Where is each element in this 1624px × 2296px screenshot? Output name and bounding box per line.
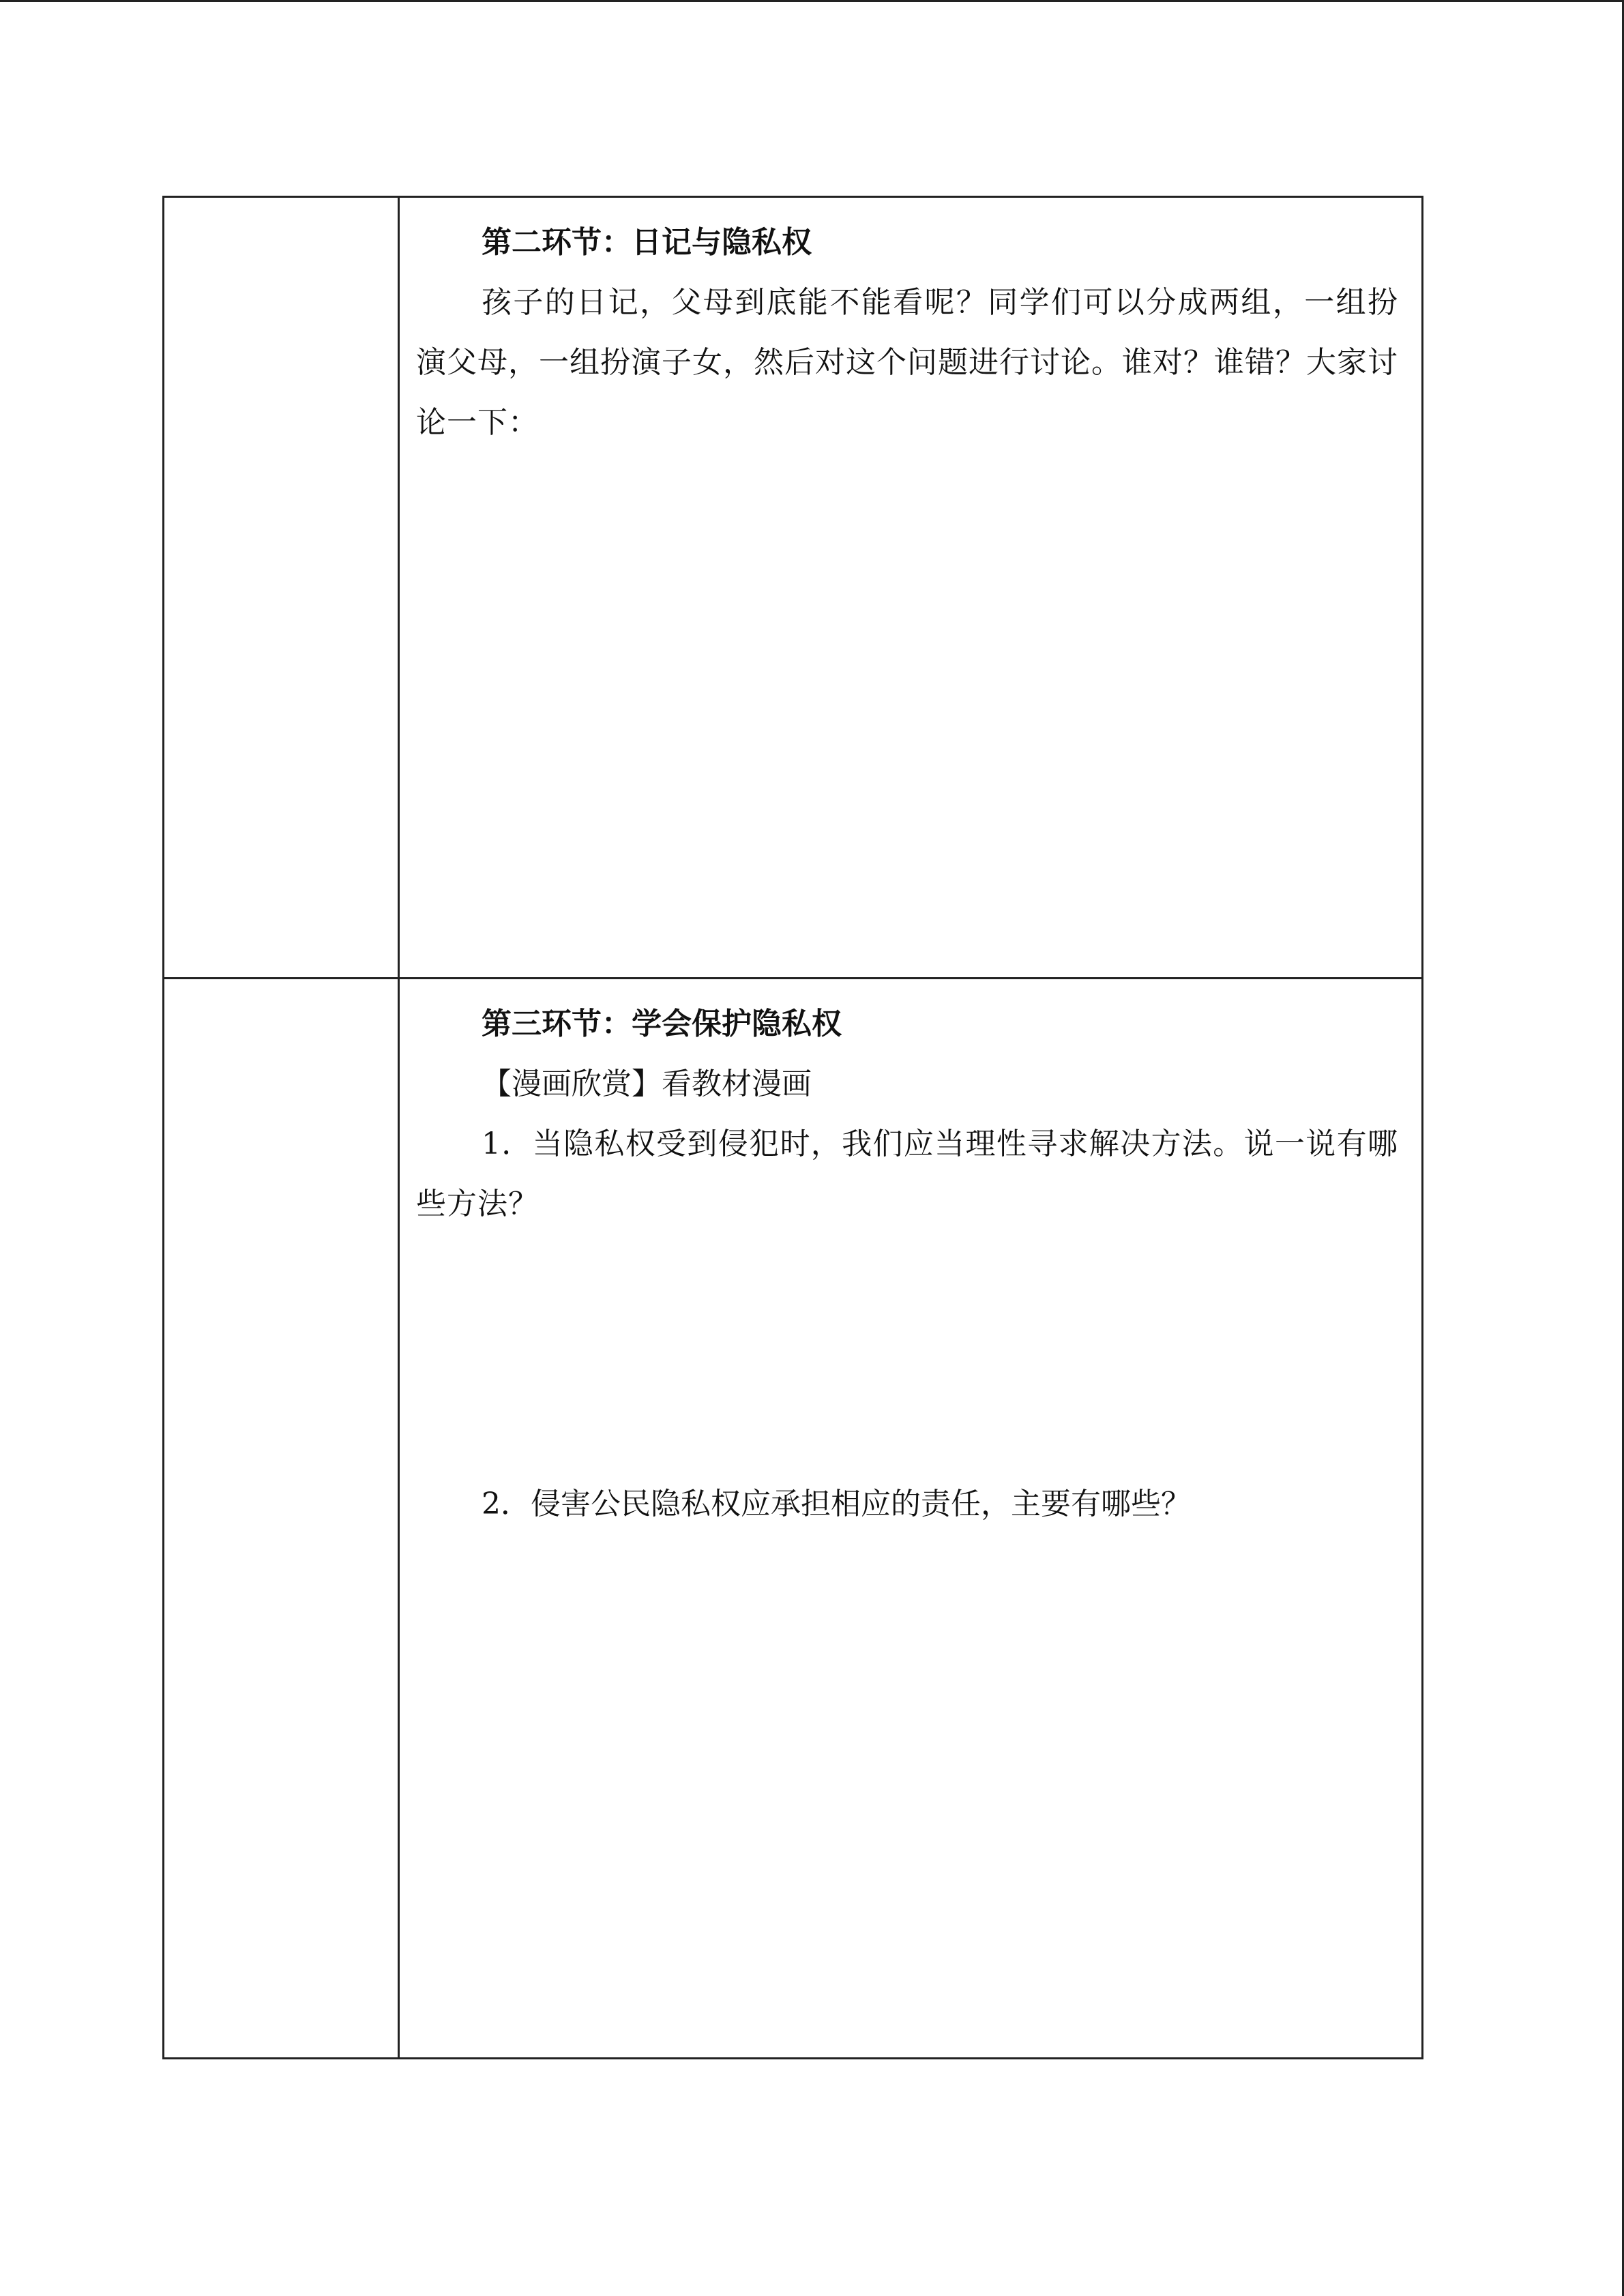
left-empty-cell [164, 198, 400, 977]
lesson-plan-table [162, 196, 1423, 2059]
section-3-content-cell [400, 979, 1421, 2057]
answer-space-1 [416, 1234, 1398, 1474]
question-1: 1．当隐私权受到侵犯时，我们应当理性寻求解决方法。说一说有哪些方法？ [416, 1127, 1398, 1221]
section-2-paragraph: 孩子的日记，父母到底能不能看呢？同学们可以分成两组，一组扮演父母，一组扮演子女，然后对这个问题进行讨论。谁对？谁错？大家讨论一下： [416, 285, 1398, 440]
section-2-content-cell [400, 198, 1421, 977]
question-2: 2．侵害公民隐私权应承担相应的责任，主要有哪些？ [482, 1487, 1191, 1521]
left-empty-cell [164, 979, 400, 2057]
section-3-heading: 第三环节：学会保护隐私权 [482, 1007, 842, 1041]
table-row-section-3 [164, 979, 1421, 2057]
section-2-heading: 第二环节：日记与隐私权 [482, 225, 812, 260]
table-row-section-2 [164, 198, 1421, 979]
comic-appreciation-line: 【漫画欣赏】看教材漫画 [482, 1067, 812, 1101]
page-top-border [0, 0, 1624, 2]
answer-space-2 [416, 1534, 1398, 1796]
